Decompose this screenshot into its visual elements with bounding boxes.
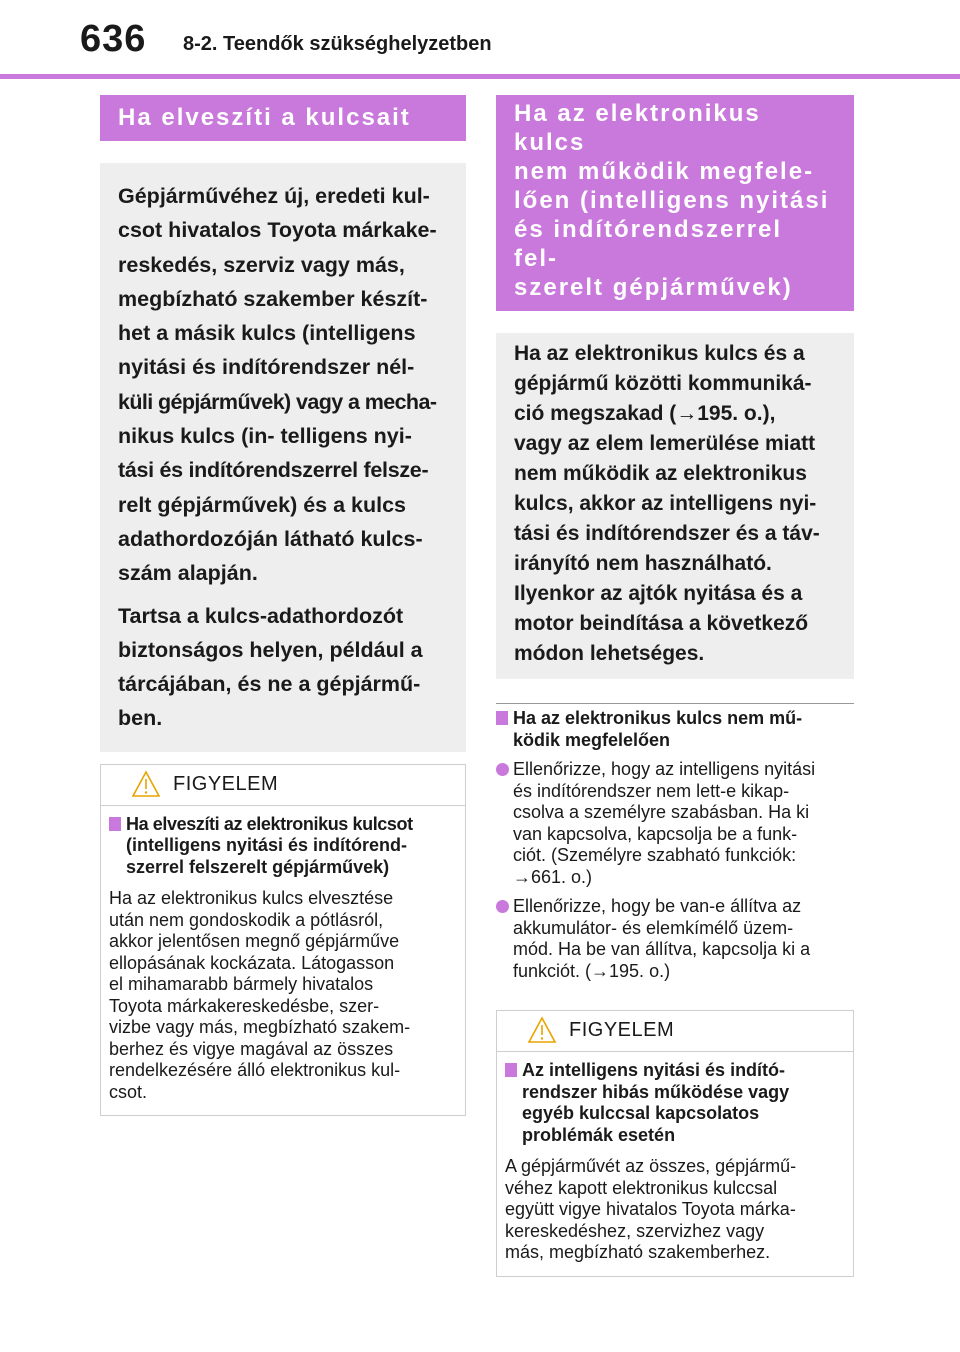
- text-line: el mihamarabb bármely hivatalos: [109, 974, 374, 995]
- warning-label: FIGYELEM: [569, 1019, 675, 1041]
- text-line: után nem gondoskodik a pótlásról,: [109, 909, 384, 930]
- page-header: [0, 0, 960, 80]
- warning-label: FIGYELEM: [173, 772, 279, 795]
- text-line: Ilyenkor az ajtók nyitása és a: [514, 582, 803, 605]
- warning-box-right: [496, 1010, 854, 1277]
- text-line: kereskedéshez, szervizhez vagy: [505, 1220, 765, 1241]
- right-column: [496, 95, 854, 1277]
- text-line: egyéb kulccsal kapcsolatos: [522, 1103, 760, 1123]
- text-line: és indítórendszer nem lett-e kikap-: [513, 780, 790, 801]
- text-line: Az intelligens nyitási és indító-: [522, 1060, 786, 1080]
- text-line: motor beindítása a következő: [514, 612, 809, 635]
- text-line: csolva a személyre szabásban. Ha ki: [513, 802, 810, 822]
- text-line: tási és indítórendszerrel felsze-: [118, 458, 429, 483]
- text-line: het a másik kulcs (intelligens: [118, 321, 416, 346]
- text-line: küli gépjárművek) vagy a mecha-: [118, 389, 437, 414]
- text-line: adathordozóján látható kulcs-: [118, 526, 423, 551]
- text-line: Ha az elektronikus kulcs nem mű-: [513, 708, 803, 728]
- troubleshooting-list: [496, 703, 854, 982]
- text-line: tási és indítórendszer és a táv-: [514, 522, 820, 545]
- warning-text: [109, 888, 453, 1103]
- text-line: csot hivatalos Toyota márkake-: [118, 218, 437, 243]
- text-line: rendszer hibás működése vagy: [522, 1081, 790, 1102]
- text-line: irányító nem használható.: [514, 552, 772, 575]
- text-line: tárcájában, és ne a gépjármű-: [118, 672, 421, 697]
- text-line: A gépjárművét az összes, gépjármű-: [505, 1156, 797, 1176]
- text-line: Toyota márkakereskedésbe, szer-: [109, 995, 380, 1016]
- text-line: Ellenőrizze, hogy az intelligens nyitási: [513, 759, 816, 779]
- text-line: ellopásának kockázata. Látogasson: [109, 952, 395, 973]
- text-line: reskedés, szerviz vagy más,: [118, 252, 405, 277]
- title-line: Ha az elektronikus kulcs: [514, 100, 761, 156]
- lost-keys-paragraph-2: [118, 599, 452, 736]
- text-line: nikus kulcs (in- telligens nyi-: [118, 424, 412, 449]
- title-line: lően (intelligens nyitási: [514, 187, 830, 214]
- warning-heading: [505, 1060, 841, 1146]
- text-line: funkciót. (→195. o.): [513, 960, 671, 981]
- text-line: módon lehetséges.: [514, 642, 705, 665]
- warning-body: [101, 806, 465, 1116]
- title-line: és indítórendszerrel fel-: [514, 216, 783, 272]
- lost-keys-title-text: Ha elveszíti a kulcsait: [118, 104, 411, 131]
- text-line: vizbe vagy más, megbízható szakem-: [109, 1017, 411, 1038]
- text-line: csot.: [109, 1081, 148, 1102]
- warning-triangle-icon: [527, 1016, 557, 1044]
- text-line: Tartsa a kulcs-adathordozót: [118, 603, 404, 628]
- text-line: mód. Ha be van állítva, kapcsolja ki a: [513, 939, 811, 959]
- warning-text: [505, 1156, 841, 1264]
- text-line: véhez kapott elektronikus kulccsal: [505, 1177, 778, 1198]
- title-line: szerelt gépjárművek): [514, 274, 793, 301]
- text-line: berhez és vigye magával az összes: [109, 1038, 394, 1059]
- key-malfunction-title: [496, 95, 854, 311]
- text-line: gépjármű közötti kommuniká-: [514, 372, 812, 395]
- title-line: nem működik megfele-: [514, 158, 815, 185]
- page-number: 636: [80, 18, 147, 60]
- key-malfunction-info-box: [496, 333, 854, 679]
- text-line: →661. o.): [513, 866, 593, 887]
- lost-keys-paragraph-1: [118, 179, 452, 591]
- list-item: [496, 896, 854, 982]
- text-line: rendelkezésére álló elektronikus kul-: [109, 1060, 401, 1081]
- text-line: Ha elveszíti az elektronikus kulcsot: [126, 813, 413, 834]
- text-line: (intelligens nyitási és indítórend-: [126, 835, 408, 856]
- text-line: nem működik az elektronikus: [514, 462, 807, 485]
- text-line: ben.: [118, 706, 163, 731]
- text-line: van kapcsolva, kapcsolja be a funk-: [513, 823, 798, 844]
- list-item: [496, 759, 854, 888]
- text-line: megbízható szakember készít-: [118, 286, 428, 311]
- text-line: vagy az elem lemerülése miatt: [514, 432, 816, 455]
- troubleshooting-heading: [496, 708, 854, 751]
- header-rule: [0, 74, 960, 79]
- warning-heading: [109, 814, 453, 879]
- warning-body: [497, 1052, 853, 1276]
- key-malfunction-paragraph: [514, 339, 840, 669]
- text-line: problémák esetén: [522, 1124, 676, 1145]
- warning-box-left: [100, 764, 466, 1117]
- text-line: Ellenőrizze, hogy be van-e állítva az: [513, 896, 802, 916]
- warning-header: [101, 765, 465, 806]
- text-line: Gépjárművéhez új, eredeti kul-: [118, 184, 430, 208]
- text-line: Ha az elektronikus kulcs elvesztése: [109, 888, 394, 909]
- lost-keys-title: [100, 95, 466, 141]
- text-line: relt gépjárművek) és a kulcs: [118, 492, 407, 517]
- text-line: szám alapján.: [118, 561, 258, 586]
- text-line: akkumulátor- és elemkímélő üzem-: [513, 917, 794, 938]
- warning-triangle-icon: [131, 770, 161, 798]
- text-line: biztonságos helyen, például a: [118, 637, 423, 662]
- lost-keys-info-box: [100, 163, 466, 752]
- text-line: nyitási és indítórendszer nél-: [118, 355, 415, 380]
- text-line: ciót. (Személyre szabható funkciók:: [513, 845, 797, 865]
- text-line: más, megbízható szakemberhez.: [505, 1242, 771, 1262]
- text-line: szerrel felszerelt gépjárművek): [126, 856, 390, 877]
- text-line: ció megszakad (→195. o.),: [514, 402, 776, 425]
- section-title: 8-2. Teendők szükséghelyzetben: [183, 33, 492, 55]
- text-line: kulcs, akkor az intelligens nyi-: [514, 492, 817, 515]
- text-line: Ha az elektronikus kulcs és a: [514, 342, 805, 365]
- text-line: együtt vigye hivatalos Toyota márka-: [505, 1199, 796, 1219]
- text-line: akkor jelentősen megnő gépjárműve: [109, 931, 400, 952]
- text-line: ködik megfelelően: [513, 729, 671, 750]
- warning-header: [497, 1011, 853, 1052]
- left-column: [100, 95, 466, 1116]
